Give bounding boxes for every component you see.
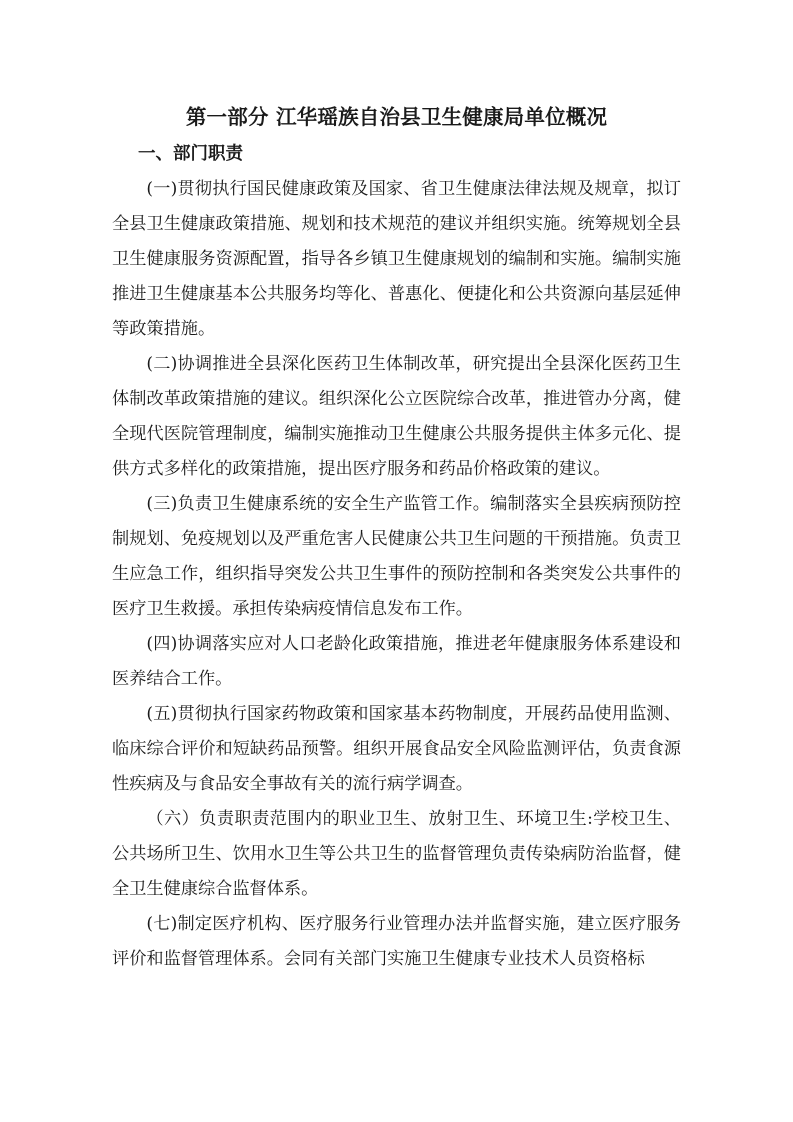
page-title: 第一部分 江华瑶族自治县卫生健康局单位概况 xyxy=(185,105,608,129)
paragraph-4: (四)协调落实应对人口老龄化政策措施，推进老年健康服务体系建设和医养结合工作。 xyxy=(112,634,681,689)
paragraph-6: （六）负责职责范围内的职业卫生、放射卫生、环境卫生:学校卫生、公共场所卫生、饮用水卫生等公共卫生的监督管理负责传染病防治监督，健全卫生健康综合监督体系。 xyxy=(112,809,681,899)
paragraph-1: (一)贯彻执行国民健康政策及国家、省卫生健康法律法规及规章，拟订全县卫生健康政策措施、规划和技术规范的建议并组织实施。统筹规划全县卫生健康服务资源配置，指导各乡镇卫生健康规划的编制和实施。编制实施推进卫生健康基本公共服务均等化、普惠化、便捷化和公共资源向基层延伸等政策措施。 xyxy=(112,179,681,339)
paragraph-7: (七)制定医疗机构、医疗服务行业管理办法并监督实施，建立医疗服务评价和监督管理体系。会同有关部门实施卫生健康专业技术人员资格标 xyxy=(112,914,681,969)
paragraph-2: (二)协调推进全县深化医药卫生体制改革，研究提出全县深化医药卫生体制改革政策措施的建议。组织深化公立医院综合改革，推进管办分离，健全现代医院管理制度，编制实施推动卫生健康公共服务提供主体多元化、提供方式多样化的政策措施，提出医疗服务和药品价格政策的建议。 xyxy=(112,354,681,479)
paragraph-3: (三)负责卫生健康系统的安全生产监管工作。编制落实全县疾病预防控制规划、免疫规划以及严重危害人民健康公共卫生问题的干预措施。负责卫生应急工作，组织指导突发公共卫生事件的预防控制和各类突发公共事件的医疗卫生救援。承担传染病疫情信息发布工作。 xyxy=(112,494,681,619)
section-heading: 一、部门职责 xyxy=(138,144,243,164)
paragraph-5: (五)贯彻执行国家药物政策和国家基本药物制度，开展药品使用监测、临床综合评价和短缺药品预警。组织开展食品安全风险监测评估，负责食源性疾病及与食品安全事故有关的流行病学调查。 xyxy=(112,704,681,794)
